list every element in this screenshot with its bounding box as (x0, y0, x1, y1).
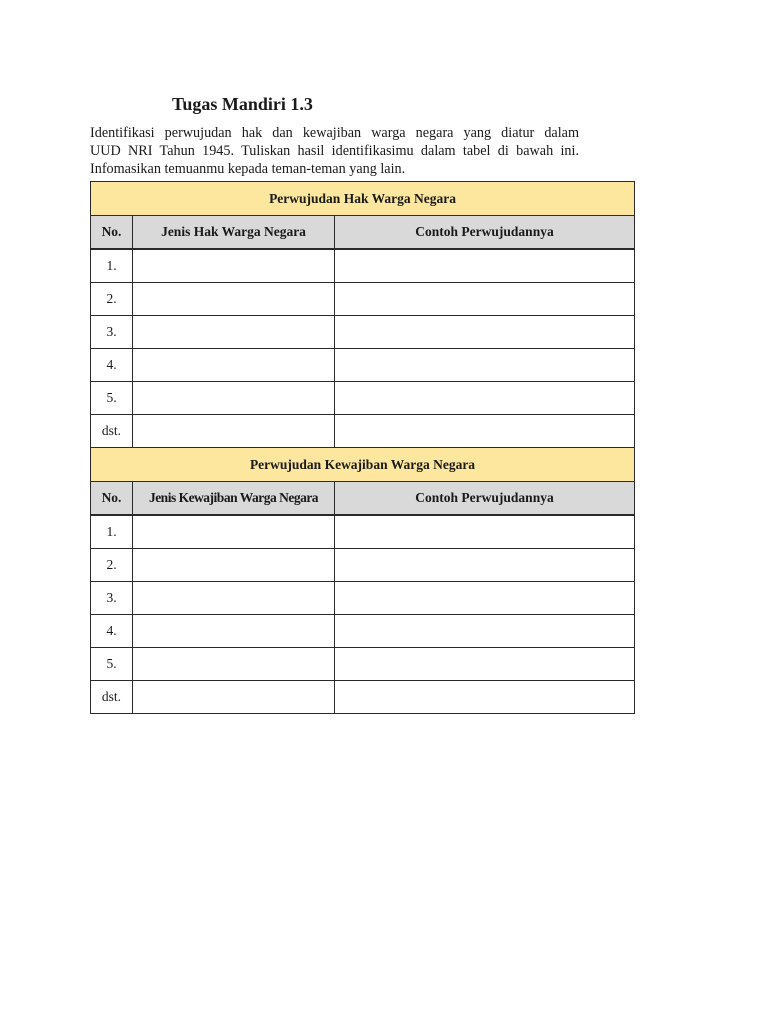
type-cell[interactable] (133, 415, 335, 448)
example-cell[interactable] (335, 415, 635, 448)
section-heading-row (91, 448, 635, 482)
table-row (91, 349, 635, 382)
table-row (91, 515, 635, 549)
table-row (91, 415, 635, 448)
row-number: dst. (91, 681, 133, 714)
example-cell[interactable] (335, 316, 635, 349)
type-cell[interactable] (133, 283, 335, 316)
row-number: 1. (91, 249, 133, 283)
section-heading: Perwujudan Kewajiban Warga Negara (91, 448, 635, 482)
column-header-type: Jenis Kewajiban Warga Negara (133, 482, 335, 516)
example-cell[interactable] (335, 615, 635, 648)
row-number: 3. (91, 582, 133, 615)
table-row (91, 249, 635, 283)
instruction-line: Identifikasi perwujudan hak dan kewajiban warga negara yang diatur dalam (90, 125, 579, 141)
row-number: 5. (91, 648, 133, 681)
column-header-row (91, 216, 635, 250)
row-number: 3. (91, 316, 133, 349)
column-header-example: Contoh Perwujudannya (335, 482, 635, 516)
row-number: dst. (91, 415, 133, 448)
example-cell[interactable] (335, 382, 635, 415)
section-heading: Perwujudan Hak Warga Negara (91, 182, 635, 216)
example-cell[interactable] (335, 515, 635, 549)
table-row (91, 582, 635, 615)
example-cell[interactable] (335, 549, 635, 582)
column-header-no: No. (91, 216, 133, 250)
example-cell[interactable] (335, 582, 635, 615)
type-cell[interactable] (133, 615, 335, 648)
type-cell[interactable] (133, 382, 335, 415)
table-row (91, 648, 635, 681)
row-number: 4. (91, 349, 133, 382)
row-number: 1. (91, 515, 133, 549)
type-cell[interactable] (133, 515, 335, 549)
instruction-line: UUD NRI Tahun 1945. Tuliskan hasil identifikasimu dalam tabel di bawah ini. (90, 143, 579, 159)
type-cell[interactable] (133, 582, 335, 615)
table-row (91, 316, 635, 349)
column-header-row (91, 482, 635, 516)
instructions (90, 124, 579, 178)
worksheet-table (90, 181, 635, 714)
column-header-example: Contoh Perwujudannya (335, 216, 635, 250)
type-cell[interactable] (133, 316, 335, 349)
row-number: 2. (91, 283, 133, 316)
type-cell[interactable] (133, 349, 335, 382)
example-cell[interactable] (335, 249, 635, 283)
type-cell[interactable] (133, 249, 335, 283)
table-row (91, 283, 635, 316)
row-number: 2. (91, 549, 133, 582)
type-cell[interactable] (133, 648, 335, 681)
table-row (91, 615, 635, 648)
table-row (91, 549, 635, 582)
table-row (91, 382, 635, 415)
type-cell[interactable] (133, 549, 335, 582)
page-title: Tugas Mandiri 1.3 (172, 94, 313, 114)
column-header-type: Jenis Hak Warga Negara (133, 216, 335, 250)
instruction-line: Infomasikan temuanmu kepada teman-teman yang lain. (90, 161, 406, 177)
row-number: 5. (91, 382, 133, 415)
example-cell[interactable] (335, 349, 635, 382)
section-heading-row (91, 182, 635, 216)
example-cell[interactable] (335, 283, 635, 316)
example-cell[interactable] (335, 681, 635, 714)
table-row (91, 681, 635, 714)
type-cell[interactable] (133, 681, 335, 714)
column-header-no: No. (91, 482, 133, 516)
row-number: 4. (91, 615, 133, 648)
example-cell[interactable] (335, 648, 635, 681)
